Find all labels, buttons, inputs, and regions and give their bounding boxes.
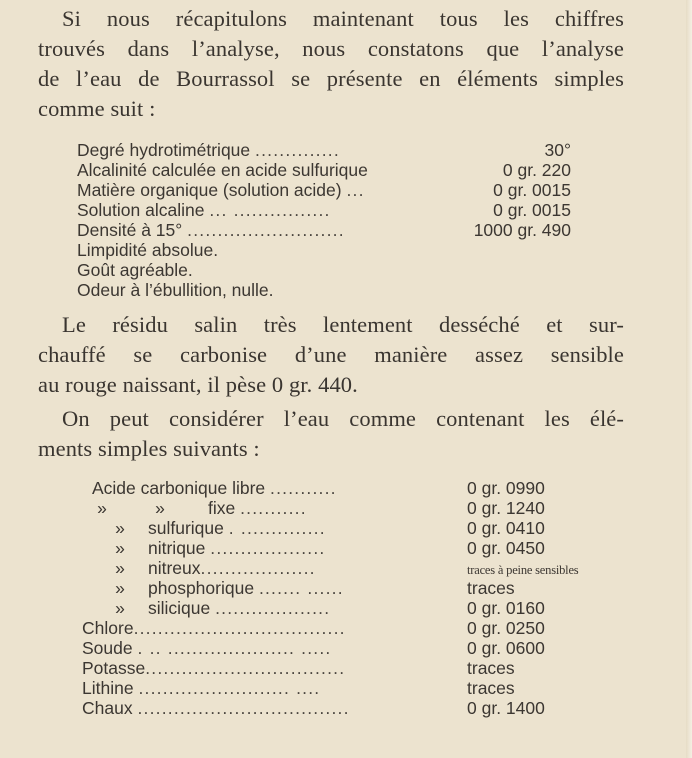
row-label: nitrique: [148, 538, 206, 558]
leader-dots: . .. ..................... .....: [137, 638, 332, 658]
row-label: nitreux: [148, 558, 201, 578]
row-value: 0 gr. 0015: [493, 180, 571, 200]
row-value: 0 gr. 0410: [467, 518, 545, 538]
row-value: traces: [467, 658, 515, 678]
ditto-mark: »: [155, 498, 165, 518]
leader-dots: . ..............: [228, 518, 326, 538]
row-label: Matière organique (solution acide): [77, 180, 342, 200]
row-value: traces à peine sensibles: [467, 563, 579, 577]
row-label: Limpidité absolue.: [77, 240, 219, 260]
text-line: au rouge naissant, il pèse 0 gr. 440.: [38, 372, 358, 397]
text-line: chauffé se carbonise d’une manière assez sensible: [38, 342, 624, 367]
leader-dots: ...................: [215, 598, 331, 618]
paragraph-recap: [38, 4, 624, 124]
row-label: Odeur à l’ébullition, nulle.: [77, 280, 274, 300]
text-line: comme suit :: [38, 96, 156, 121]
row-value: 1000 gr. 490: [473, 220, 571, 240]
ditto-mark: »: [115, 598, 125, 618]
row-value: traces: [467, 578, 515, 598]
text-line: ments simples suivants :: [38, 436, 260, 461]
ditto-mark: »: [97, 498, 107, 518]
row-label: Lithine: [82, 678, 134, 698]
text-line: Le résidu salin très lentement desséché et sur-: [62, 312, 624, 337]
row-label: Alcalinité calculée en acide sulfurique: [77, 160, 368, 180]
leader-dots: ....... ......: [258, 578, 344, 598]
row-label: Potasse: [82, 658, 146, 678]
leader-dots: ...................: [200, 558, 316, 578]
row-label: silicique: [148, 598, 211, 618]
row-label: Solution alcaline: [77, 200, 205, 220]
leader-dots: ......................... ....: [138, 678, 321, 698]
leader-dots: ...........: [240, 498, 307, 518]
row-value: 0 gr. 0600: [467, 638, 545, 658]
row-label: Densité à 15°: [77, 220, 183, 240]
row-value: 0 gr. 0160: [467, 598, 545, 618]
leader-dots: ...................: [210, 538, 326, 558]
leader-dots: ..............: [255, 140, 340, 160]
paragraph-residue: [38, 310, 624, 400]
leader-dots: ...................................: [133, 618, 346, 638]
text-line: trouvés dans l’analyse, nous constatons que l’analyse: [38, 36, 624, 61]
leader-dots: ...........: [270, 478, 337, 498]
row-value: 0 gr. 0450: [467, 538, 545, 558]
leader-dots: ..........................: [187, 220, 345, 240]
ditto-mark: »: [115, 578, 125, 598]
row-value: 0 gr. 1400: [467, 698, 545, 718]
leader-dots: ... ................: [209, 200, 331, 220]
row-label: sulfurique: [148, 518, 224, 538]
row-label: Degré hydrotimétrique: [77, 140, 251, 160]
ditto-mark: »: [115, 538, 125, 558]
page-edge: [686, 0, 692, 758]
text-line: Si nous récapitulons maintenant tous les chiffres: [62, 6, 624, 31]
row-label: Soude: [82, 638, 133, 658]
row-label: phosphorique: [148, 578, 255, 598]
paragraph-elements: [38, 404, 624, 464]
row-label: Chlore: [82, 618, 134, 638]
leader-dots: ...: [346, 180, 365, 200]
text-line: de l’eau de Bourrassol se présente en éléments simples: [38, 66, 624, 91]
row-value: 30°: [544, 140, 571, 160]
row-value: 0 gr. 0990: [467, 478, 545, 498]
row-value: traces: [467, 678, 515, 698]
text-line: On peut considérer l’eau comme contenant les élé-: [62, 406, 624, 431]
leader-dots: ...................................: [137, 698, 350, 718]
row-label: Acide carbonique libre: [92, 478, 266, 498]
row-value: 0 gr. 1240: [467, 498, 545, 518]
ditto-mark: »: [115, 558, 125, 578]
ditto-mark: »: [115, 518, 125, 538]
leader-dots: .................................: [145, 658, 346, 678]
row-value: 0 gr. 0250: [467, 618, 545, 638]
row-label: fixe: [208, 498, 236, 518]
row-label: Chaux: [82, 698, 133, 718]
row-value: 0 gr. 0015: [493, 200, 571, 220]
row-label: Goût agréable.: [77, 260, 193, 280]
row-value: 0 gr. 220: [502, 160, 571, 180]
